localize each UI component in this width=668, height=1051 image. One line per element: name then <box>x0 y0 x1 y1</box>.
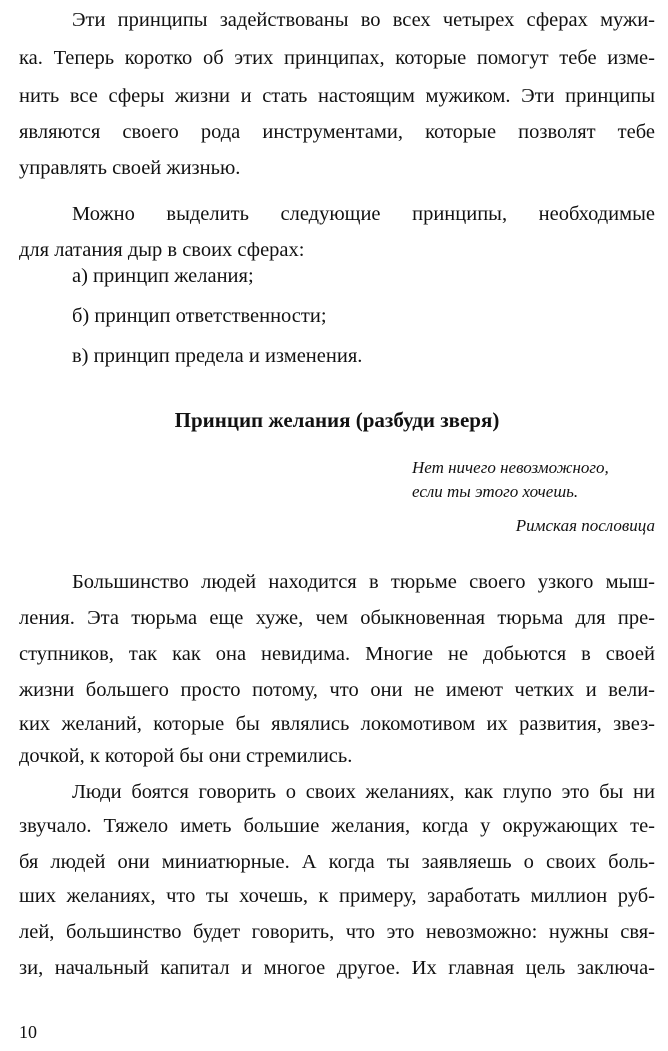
text-line: для латания дыр в своих сферах: <box>19 239 305 261</box>
text-line: зи, начальный капитал и многое другое. Их главная цель заключа- <box>19 957 655 979</box>
epigraph-line: если ты этого хочешь. <box>412 482 579 501</box>
text-line: ления. Эта тюрьма еще хуже, чем обыкновенная тюрьма для пре- <box>19 607 655 629</box>
epigraph-source: Римская пословица <box>515 516 655 535</box>
list-item: а) принцип желания; <box>72 265 254 287</box>
text-line: Люди боятся говорить о своих желаниях, как глупо это бы ни <box>72 781 655 803</box>
text-line: ких желаний, которые бы являлись локомотивом их развития, звез- <box>19 713 655 735</box>
page-number: 10 <box>19 1022 37 1042</box>
text-line: Можно выделить следующие принципы, необходимые <box>72 203 655 225</box>
text-line: звучало. Тяжело иметь большие желания, когда у окружающих те- <box>19 815 655 837</box>
text-line: лей, большинство будет говорить, что это невозможно: нужны свя- <box>19 921 655 943</box>
epigraph-line: Нет ничего невозможного, <box>412 458 609 477</box>
text-line: являются своего рода инструментами, которые позволят тебе <box>19 121 655 143</box>
text-line: Большинство людей находится в тюрьме своего узкого мыш- <box>72 571 655 593</box>
list-item: б) принцип ответственности; <box>72 305 327 327</box>
text-line: ка. Теперь коротко об этих принципах, которые помогут тебе изме- <box>19 47 655 69</box>
text-line: ступников, так как она невидима. Многие не добьются в своей <box>19 643 655 665</box>
text-line: жизни большего просто потому, что они не имеют четких и вели- <box>19 679 655 701</box>
section-heading: Принцип желания (разбуди зверя) <box>174 408 500 432</box>
text-line: дочкой, к которой бы они стремились. <box>19 745 353 767</box>
text-line: бя людей они миниатюрные. А когда ты заявляешь о своих боль- <box>19 851 655 873</box>
text-line: нить все сферы жизни и стать настоящим мужиком. Эти принципы <box>19 85 655 107</box>
text-line: Эти принципы задействованы во всех четырех сферах мужи- <box>72 9 655 31</box>
list-item: в) принцип предела и изменения. <box>72 345 363 367</box>
text-line: управлять своей жизнью. <box>19 157 241 179</box>
text-line: ших желаниях, что ты хочешь, к примеру, заработать миллион руб- <box>19 885 655 907</box>
